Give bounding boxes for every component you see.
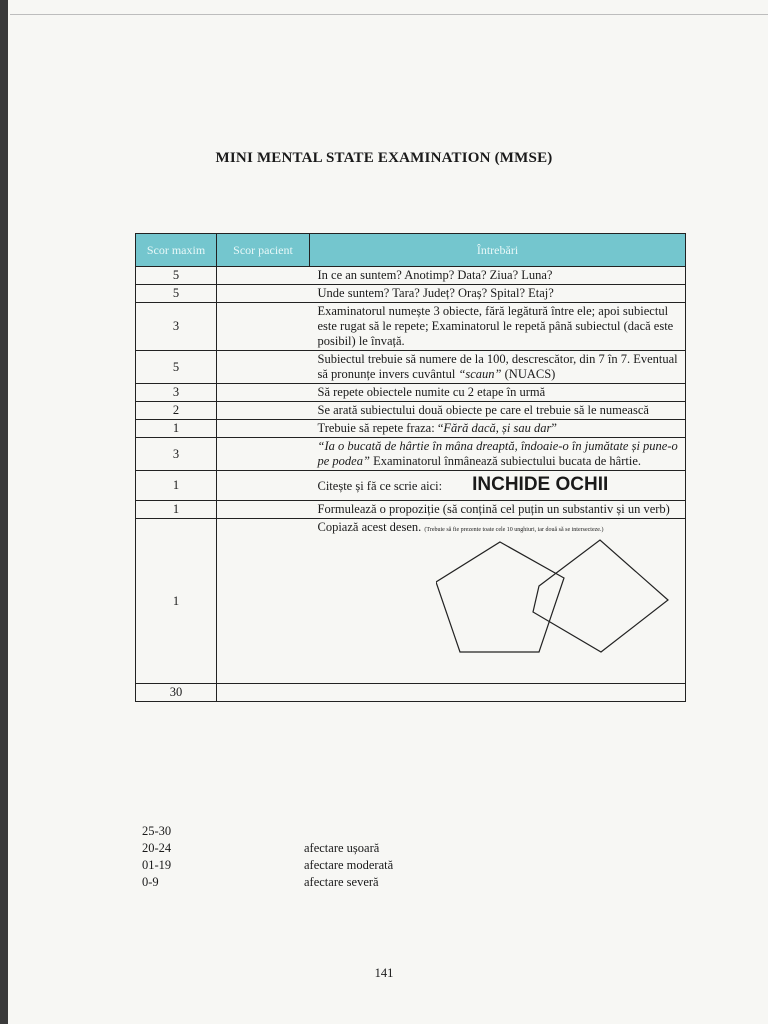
- table-header: [136, 234, 686, 267]
- table-row: [136, 438, 686, 471]
- question-text: Se arată subiectului două obiecte pe care el trebuie să le numească: [310, 402, 686, 420]
- patient-score[interactable]: [217, 519, 310, 684]
- patient-score[interactable]: [217, 402, 310, 420]
- max-score: 1: [136, 519, 217, 684]
- question-text: [310, 471, 686, 501]
- patient-score[interactable]: [217, 267, 310, 285]
- patient-score[interactable]: [217, 285, 310, 303]
- table-row: [136, 519, 686, 684]
- range-item: 01-19: [142, 858, 172, 872]
- question-text-part: Trebuie să repete fraza: “: [317, 421, 444, 435]
- table-row: [136, 501, 686, 519]
- question-text: In ce an suntem? Anotimp? Data? Ziua? Luna?: [310, 267, 686, 285]
- question-text: Unde suntem? Tara? Județ? Oraș? Spital? Etaj?: [310, 285, 686, 303]
- question-text: [310, 519, 686, 684]
- table-row: [136, 285, 686, 303]
- score-ranges: [142, 823, 171, 891]
- mmse-table: [135, 233, 686, 702]
- question-italic: Fără dacă, și sau dar: [443, 421, 552, 435]
- question-text-part: Citește și fă ce scrie aici:: [317, 479, 443, 493]
- header-patient-score: Scor pacient: [217, 234, 310, 267]
- question-text-part: Examinatorul înmânează subiectului bucata de hârtie.: [369, 454, 642, 468]
- max-score: 1: [136, 501, 217, 519]
- question-text-part: (NUACS): [501, 367, 556, 381]
- patient-score[interactable]: [217, 384, 310, 402]
- patient-total[interactable]: [217, 684, 310, 702]
- total-row: [136, 684, 686, 702]
- max-score: 3: [136, 438, 217, 471]
- instruction-note: (Trebuie să fie prezente toate cele 10 unghiuri, iar două să se intersecteze.): [424, 527, 604, 533]
- total-score: 30: [136, 684, 217, 702]
- impairment-label: afectare moderată: [304, 858, 394, 872]
- max-score: 5: [136, 285, 217, 303]
- table-row: [136, 267, 686, 285]
- question-text-part: Subiectul trebuie să numere de la 100, descrescător, din 7 în 7. Eventual să pronunțe invers cuvântul: [317, 352, 678, 381]
- drawing-area: [318, 520, 682, 682]
- impairment-labels: [304, 840, 393, 891]
- max-score: 2: [136, 402, 217, 420]
- patient-score[interactable]: [217, 351, 310, 384]
- max-score: 3: [136, 384, 217, 402]
- pentagon-left: [436, 542, 564, 652]
- header-max-score: Scor maxim: [136, 234, 217, 267]
- page-number: 141: [374, 966, 394, 980]
- question-text-part: Copiază acest desen.: [317, 520, 422, 534]
- table-row: [136, 303, 686, 351]
- question-text: Să repete obiectele numite cu 2 etape în urmă: [310, 384, 686, 402]
- range-item: 25-30: [142, 824, 172, 838]
- table-row: [136, 384, 686, 402]
- max-score: 5: [136, 351, 217, 384]
- header-questions: Întrebări: [310, 234, 686, 267]
- pentagon-right: [533, 540, 668, 652]
- range-item: 0-9: [142, 875, 159, 889]
- patient-score[interactable]: [217, 303, 310, 351]
- question-italic: “scaun”: [458, 367, 502, 381]
- impairment-label: afectare severă: [304, 875, 379, 889]
- table-row: [136, 402, 686, 420]
- patient-score[interactable]: [217, 420, 310, 438]
- question-text-part: ”: [551, 421, 557, 435]
- question-text: [310, 438, 686, 471]
- max-score: 5: [136, 267, 217, 285]
- patient-score[interactable]: [217, 501, 310, 519]
- command-text: INCHIDE OCHII: [472, 474, 609, 495]
- range-item: 20-24: [142, 841, 172, 855]
- question-italic: “Ia o bucată de hârtie în mâna dreaptă, îndoaie-o în jumătate și pune-o pe podea”: [317, 439, 678, 468]
- impairment-label: afectare ușoară: [304, 841, 380, 855]
- question-text: Examinatorul numește 3 obiecte, fără legătură între ele; apoi subiectul este rugat să le repete; Examinatorul le repetă până subiectul (dacă este posibil) le învață.: [310, 303, 686, 351]
- table-row: [136, 420, 686, 438]
- table-row: [136, 471, 686, 501]
- document-title: MINI MENTAL STATE EXAMINATION (MMSE): [215, 150, 553, 166]
- max-score: 3: [136, 303, 217, 351]
- patient-score[interactable]: [217, 471, 310, 501]
- question-text: [310, 420, 686, 438]
- top-rule: [10, 14, 768, 15]
- intersecting-pentagons-drawing: [436, 538, 676, 658]
- question-text: Formulează o propoziție (să conțină cel puțin un substantiv și un verb): [310, 501, 686, 519]
- table-row: [136, 351, 686, 384]
- max-score: 1: [136, 420, 217, 438]
- question-text: [310, 351, 686, 384]
- max-score: 1: [136, 471, 217, 501]
- total-empty: [310, 684, 686, 702]
- patient-score[interactable]: [217, 438, 310, 471]
